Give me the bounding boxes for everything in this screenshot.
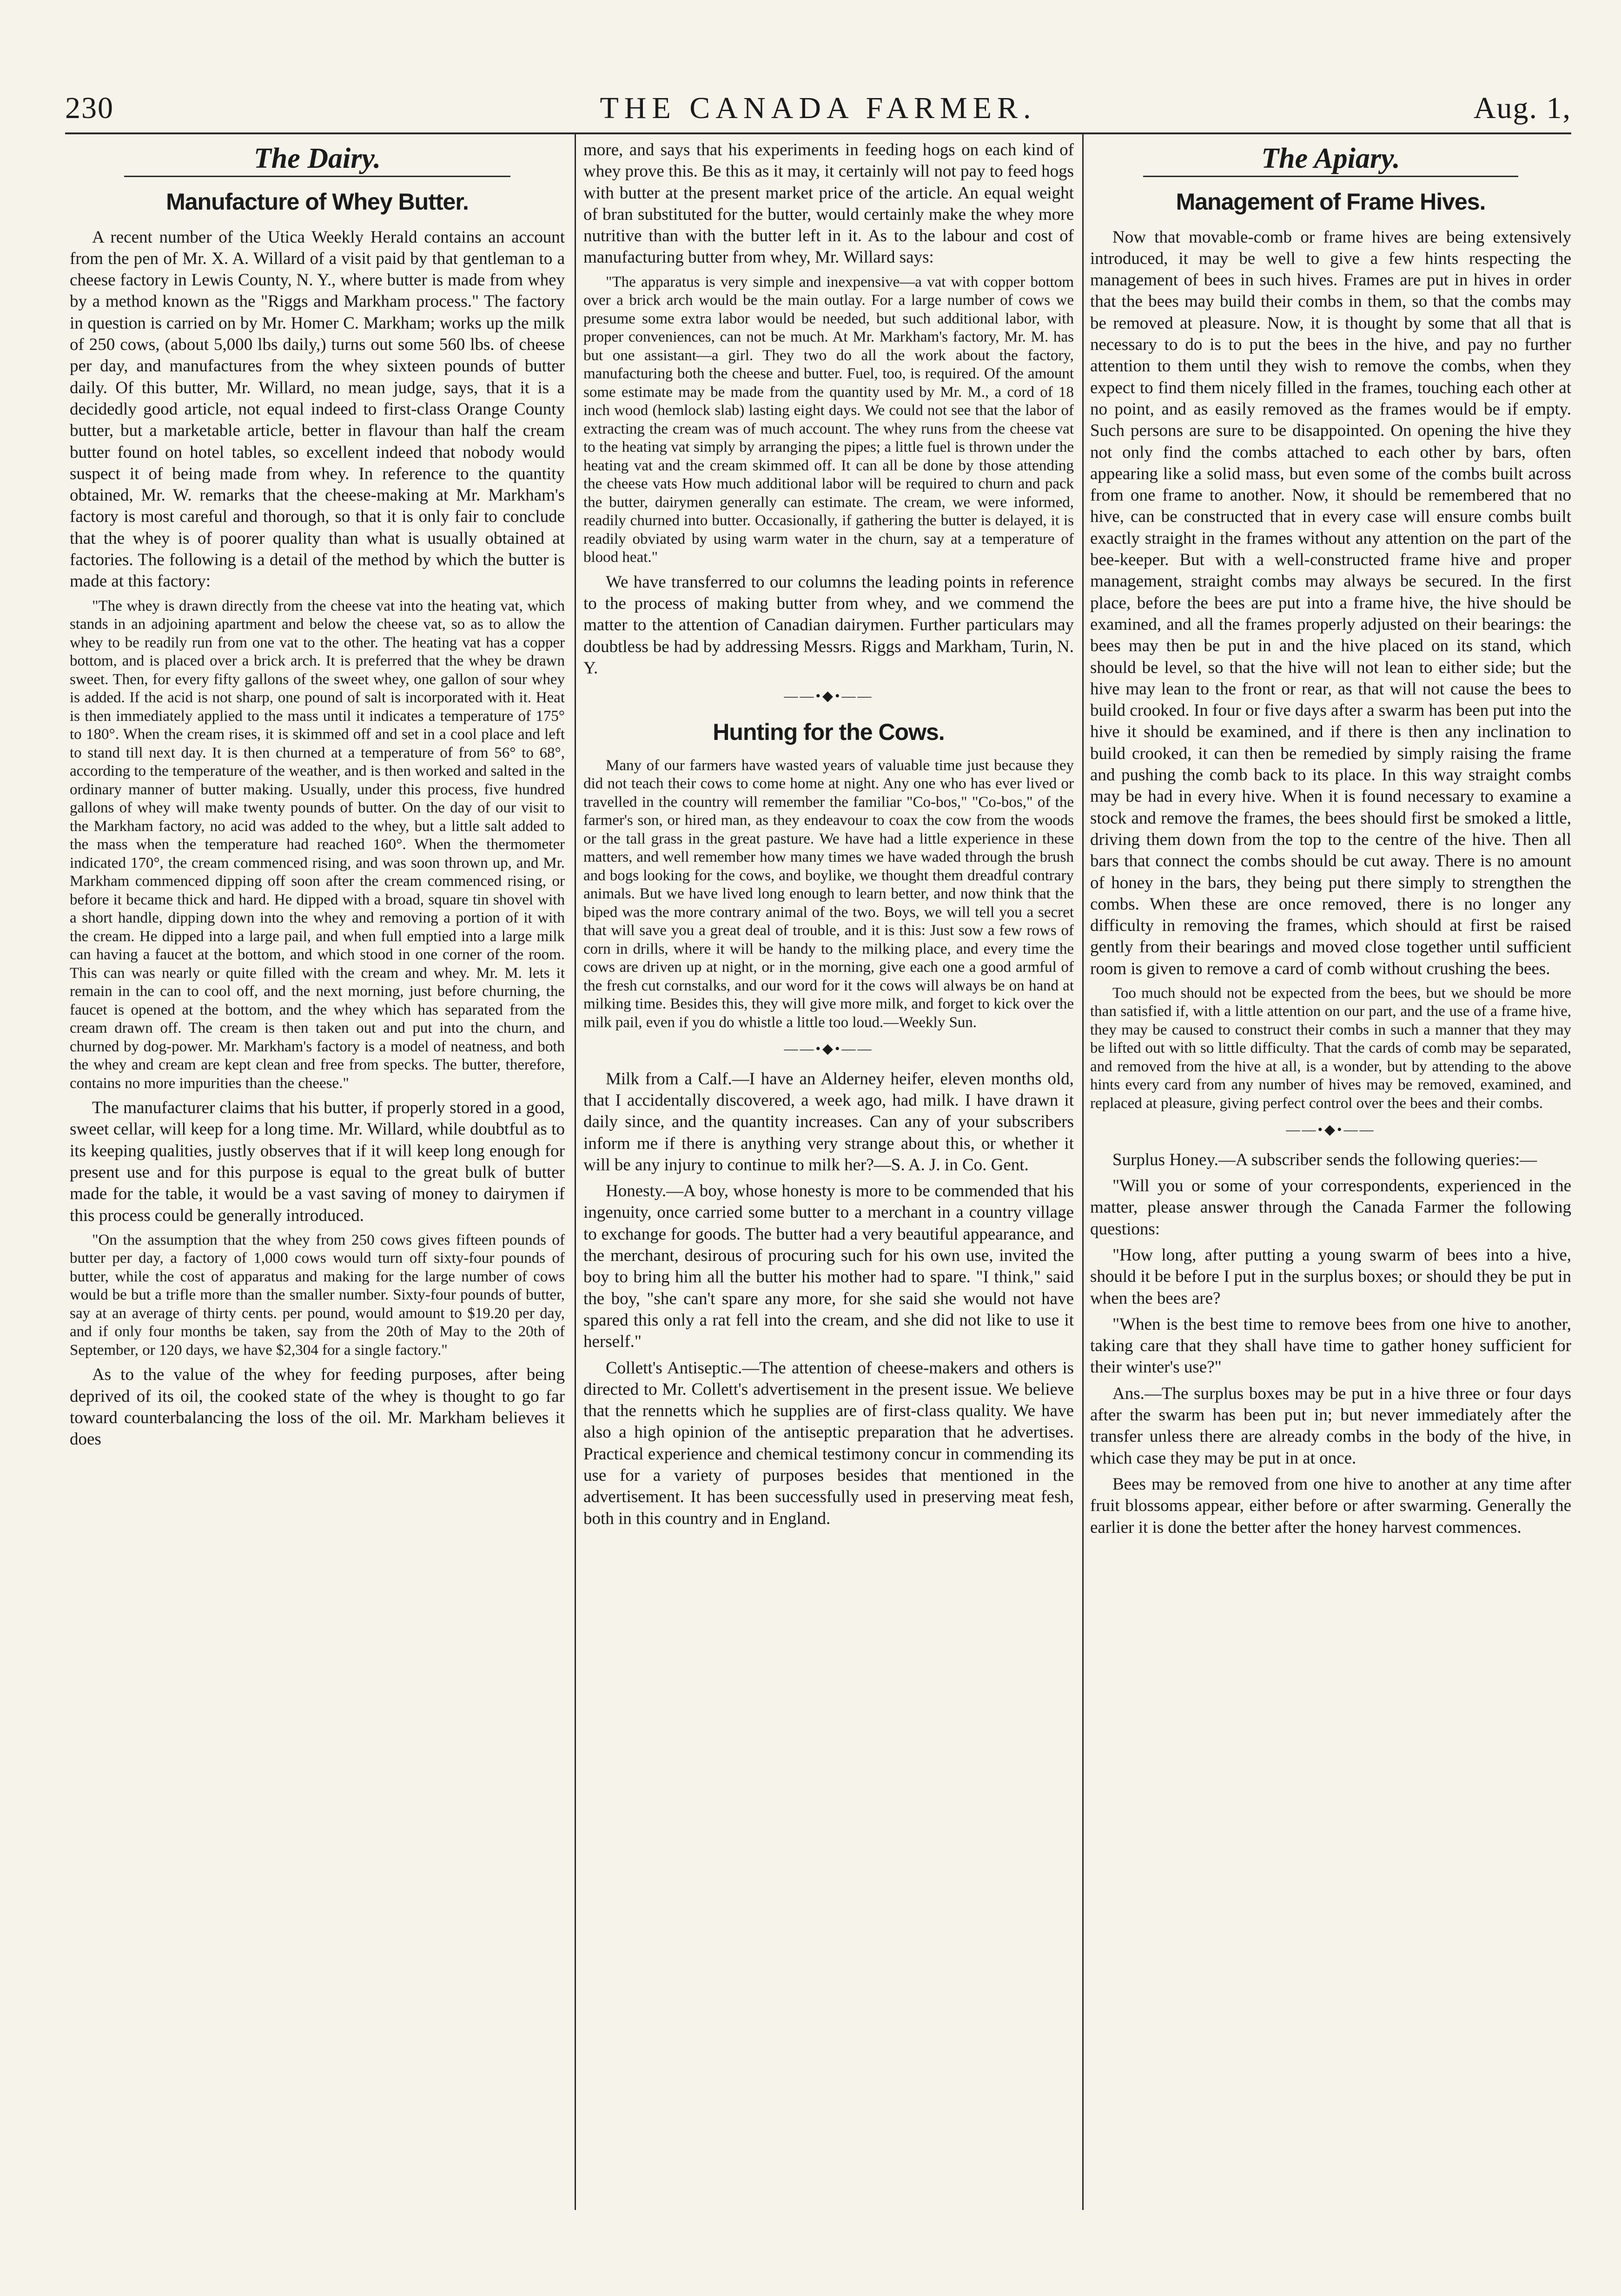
answer-paragraph: Bees may be removed from one hive to another at any time after fruit blossoms appear, either before or after swarming. Generally the earlier it is done the better after the honey harvest commences.: [1090, 1474, 1571, 1537]
ornament-divider: ——•◆•——: [784, 688, 873, 704]
ornament-divider: ——•◆•——: [784, 1041, 873, 1057]
article-paragraph: Many of our farmers have wasted years of valuable time just because they did not teach their cows to come home at night. Any one who has ever lived or travelled in the country will remember the familiar "Co-bos," "Co-bos," of the farmer's son, or hired man, as they endeavour to coax the cow from the woods or the tall grass in the great pasture. We have had a little experience in these matters, and well remember how many times we have waded through the brush and bogs looking for the cows, and boylike, we thought them dreadful contrary animals. But we have lived long enough to learn better, and now think that the biped was the more contrary animal of the two. Boys, we will tell you a secret that will save you a great deal of trouble, and it is this: Just sow a few rows of corn in drills, where it will be handy to the milking place, and every time the cows are driven up at night, or in the morning, give each one a good armful of the fresh cut cornstalks, and our word for it the cows will always be on hand at milking time. Besides this, they will give more milk, and forget to kick over the milk pail, even if you do whistle a little too loud.—Weekly Sun.: [583, 757, 1074, 1031]
query-paragraph: "How long, after putting a young swarm of bees into a hive, should it be before I put in the surplus boxes; or should they be put in when the bees are?: [1090, 1245, 1571, 1308]
article-paragraph: A recent number of the Utica Weekly Herald contains an account from the pen of Mr. X. A. Willard of a visit paid by that gentleman to a cheese factory in Lewis County, N. Y., where butter is made from whey by a method known as the "Riggs and Markham process." The factory in question is carried on by Mr. Homer C. Markham; works up the milk of 250 cows, (about 5,000 lbs daily,) turns out some 560 lbs. of cheese per day, and manufactures from the whey sixteen pounds of butter daily. Of this butter, Mr. Willard, no mean judge, says, that it is a decidedly good article, not equal indeed to first-class Orange County butter, but a marketable article, better in flavour than half the cream butter found on hotel tables, so excellent indeed that nobody would suspect it of being made from whey. In reference to the quantity obtained, Mr. W. remarks that the cheese-making at Mr. Markham's factory is most careful and thorough, so that it is only fair to conclude that the whey is of poorer quality than what is usually obtained at factories. The following is a detail of the method by which the butter is made at this factory:: [70, 227, 565, 591]
department-title-dairy: The Dairy.: [253, 143, 381, 174]
article-paragraph: more, and says that his experiments in feeding hogs on each kind of whey prove this. Be this as it may, it certainly will not pay to feed hogs with butter at the present market price of the article. An equal weight of bran substituted for the butter, would certainly make the whey more nutritive than with the butter left in it. As to the labour and cost of manufacturing butter from whey, Mr. Willard says:: [583, 140, 1074, 267]
column-divider: [575, 132, 576, 2210]
article-paragraph: Too much should not be expected from the bees, but we should be more than satisfied if, with a little attention on our part, and the use of a frame hive, they may be caused to construct their combs in such a manner that they may be lifted out with so little difficulty. That the cards of comb may be separated, and removed from the hive at all, is a wonder, but by attending to the above hints every card from any number of hives may be removed, examined, and replaced at pleasure, giving perfect control over the bees and their combs.: [1090, 984, 1571, 1112]
article-heading-frame-hives: Management of Frame Hives.: [1176, 189, 1486, 215]
article-paragraph: Now that movable-comb or frame hives are being extensively introduced, it may be well to give a few hints respecting the management of bees in such hives. Frames are put in hives in order that the bees may build their combs in them, so that the combs may be removed at pleasure. Now, it is thought by some that all that is necessary to do is to put the bees in the hive, and pay no further attention to them until they wish to remove the combs, when they expect to find them nicely filled in the frames, touching each other at no point, and as easily removed as the frames would be if empty. Such persons are sure to be disappointed. On opening the hive they not only find the combs attached to each other by bars, often appearing like a solid mass, but even some of the combs built across from one frame to another. Now, it should be remembered that no hive, can be constructed that in every case will ensure combs built exactly straight in the frames without any attention on the part of the bee-keeper. But with a well-constructed frame hive and proper management, straight combs may always be secured. In the first place, before the bees are put into a frame hive, the hive should be examined, and all the frames properly adjusted on their bearings: the bees may then be put in and the hive placed on its stand, which should be level, so that the hive will not lean to either side; but the hive may lean to the front or rear, as that will not cause the bees to build crooked. In four or five days after a swarm has been put into the hive it should be examined, and if there is then any inclination to build crooked, it can then be remedied by simply raising the frame and pushing the comb back to its place. In this way straight combs may be had in every hive. When it is found necessary to examine a stock and remove the frames, the bees should first be smoked a little, driving them down from the top to the centre of the hive. Then all bars that connect the combs should be cut away. There is no amount of honey in the bars, they being put there simply to strengthen the combs. When these are once removed, there is no longer any difficulty in removing the frames, which should at first be raised gently from their bearings and moved close together until sufficient room is given to remove a card of comb without crushing the bees.: [1090, 227, 1571, 978]
quoted-paragraph: "The whey is drawn directly from the cheese vat into the heating vat, which stands in an adjoining apartment and below the cheese vat, so as to allow the whey to be readily run from one vat to the other. The heating vat has a copper bottom, and is placed over a brick arch. It is preferred that the whey be drawn sweet. Then, for every fifty gallons of the sweet whey, one gallon of sour whey is added. If the acid is not sharp, one pound of salt is incorporated with it. Heat is then immediately applied to the mass until it indicates a temperature of 175° to 180°. When the cream rises, it is skimmed off and set in a cool place and left to stand till next day. It is then churned at a temperature of from 56° to 68°, according to the temperature of the weather, and is then worked and salted in the ordinary manner of butter making. Usually, under this process, five hundred gallons of whey will make twenty pounds of butter. On the day of our visit to the Markham factory, no acid was added to the whey, but a little salt added to the mass when the temperature had reached 160°. When the thermometer indicated 170°, the cream commenced rising, and was soon thrown up, and Mr. Markham commenced dipping off soon after the cream commenced rising, or before it became thick and hard. He dipped with a broad, square tin shovel with a short handle, dipping down into the whey and removing a portion of it with the cream. He dipped into a large pail, and when full emptied into a large milk can having a faucet at the bottom, and which stood in one corner of the room. This can was nearly or quite filled with the cream and whey. Mr. M. lets it remain in the can to cool off, and the next morning, just before churning, the faucet is opened at the bottom, and the whey which has separated from the cream drawn off. The cream is then taken out and put into the churn, and churned by dog-power. Mr. Markham's factory is a model of neatness, and both the whey and cream are kept clean and free from specks. The butter, therefore, contains no more impurities than the cheese.": [70, 597, 565, 1092]
divider: [124, 176, 510, 177]
issue-date: Aug. 1,: [1473, 91, 1571, 125]
query-paragraph: "When is the best time to remove bees from one hive to another, taking care that they shall have time to gather honey sufficient for their winter's use?": [1090, 1314, 1571, 1377]
ornament-divider: ——•◆•——: [1286, 1122, 1376, 1138]
short-item-antiseptic: Collett's Antiseptic.—The attention of cheese-makers and others is directed to Mr. Collett's advertisement in the present issue. We believe that the rennetts which he supplies are of first-class quality. We have also a high opinion of the antiseptic preparation that he advertises. Practical experience and chemical testimony concur in commending its use for a variety of purposes besides that mentioned in the advertisement. It has been successfully used in preserving meat fesh, both in this country and in England.: [583, 1358, 1074, 1528]
short-item-honesty: Honesty.—A boy, whose honesty is more to be commended that his ingenuity, once carried some butter to a merchant in a country village to exchange for goods. The butter had a very beautiful appearance, and the merchant, desirous of procuring such for his own use, invited the boy to bring him all the butter his mother had to spare. "I think," said the boy, "she can't spare any more, for she said she would not have spared this only a rat fell into the cream, and she did not like to use it herself.": [583, 1181, 1074, 1352]
newspaper-title: THE CANADA FARMER.: [600, 91, 1037, 125]
department-title-apiary: The Apiary.: [1261, 143, 1400, 174]
query-paragraph: "Will you or some of your correspondents, experienced in the matter, please answer through the Canada Farmer the following questions:: [1090, 1176, 1571, 1239]
page-number: 230: [65, 91, 114, 125]
quoted-paragraph: "On the assumption that the whey from 250 cows gives fifteen pounds of butter per day, a factory of 1,000 cows would turn off sixty-four pounds of butter, while the cost of apparatus and making for the large number of cows would be but a trifle more than the smaller number. Sixty-four pounds of butter, say at an average of thirty cents. per pound, would amount to $19.20 per day, and if only four months be taken, say from the 20th of May to the 20th of September, or 120 days, we have $2,304 for a single factory.": [70, 1231, 565, 1359]
column-3: [1090, 139, 1571, 2203]
short-item-calf: Milk from a Calf.—I have an Alderney heifer, eleven months old, that I accidentally discovered, a week ago, had milk. I have drawn it daily since, and the quantity increases. Can any of your subscribers inform me if there is anything very strange about this, or whether it will be any injury to continue to milk her?—S. A. J. in Co. Gent.: [583, 1069, 1074, 1174]
article-heading-whey-butter: Manufacture of Whey Butter.: [166, 189, 469, 215]
column-2: [583, 139, 1074, 2203]
column-divider: [1082, 132, 1084, 2210]
divider: [1143, 176, 1518, 177]
answer-paragraph: Ans.—The surplus boxes may be put in a hive three or four days after the swarm has been put in; but never immediately after the transfer unless there are already combs in the body of the hive, in which case they may be put in at once.: [1090, 1384, 1571, 1468]
article-heading-cows: Hunting for the Cows.: [713, 719, 945, 745]
quoted-paragraph: "The apparatus is very simple and inexpensive—a vat with copper bottom over a brick arch would be the main outlay. For a large number of cows we presume some extra labor would be needed, but such additional labor, with proper conveniences, can not be much. At Mr. Markham's factory, Mr. M. has but one assistant—a girl. They two do all the work about the factory, manufacturing both the cheese and butter. Fuel, too, is required. Of the amount some estimate may be made from the quantity used by Mr. M., a cord of 18 inch wood (hemlock slab) lasting eight days. We could not see that the labor of extracting the cream was of much account. The whey runs from the cheese vat to the heating vat simply by arranging the pipes; a little fuel is thrown under the heating vat and the cream skimmed off. It can all be done by those attending the cheese vats How much additional labor will be required to churn and pack the butter, dairymen generally can estimate. The cream, we were informed, readily churned into butter. Occasionally, if gathering the butter is delayed, it is readily obviated by using warm water in the churn, say at a temperature of blood heat.": [583, 273, 1074, 566]
article-paragraph: As to the value of the whey for feeding purposes, after being deprived of its oil, the cooked state of the whey is thought to go far toward counterbalancing the loss of the oil. Mr. Markham believes it does: [70, 1365, 565, 1449]
column-1: [70, 139, 565, 2203]
article-paragraph: We have transferred to our columns the leading points in reference to the process of making butter from whey, and we commend the matter to the attention of Canadian dairymen. Further particulars may doubtless be had by addressing Messrs. Riggs and Markham, Turin, N. Y.: [583, 572, 1074, 678]
masthead: [65, 91, 1571, 132]
header-rule: [65, 132, 1571, 134]
article-paragraph: The manufacturer claims that his butter, if properly stored in a good, sweet cellar, will keep for a long time. Mr. Willard, while doubtful as to its keeping qualities, justly observes that if it will keep long enough for present use and for this purpose is equal to the great bulk of butter made for the table, it would be a vast saving of money to dairymen if this process could be generally introduced.: [70, 1098, 565, 1225]
short-item-surplus-honey: Surplus Honey.—A subscriber sends the following queries:—: [1112, 1150, 1537, 1169]
